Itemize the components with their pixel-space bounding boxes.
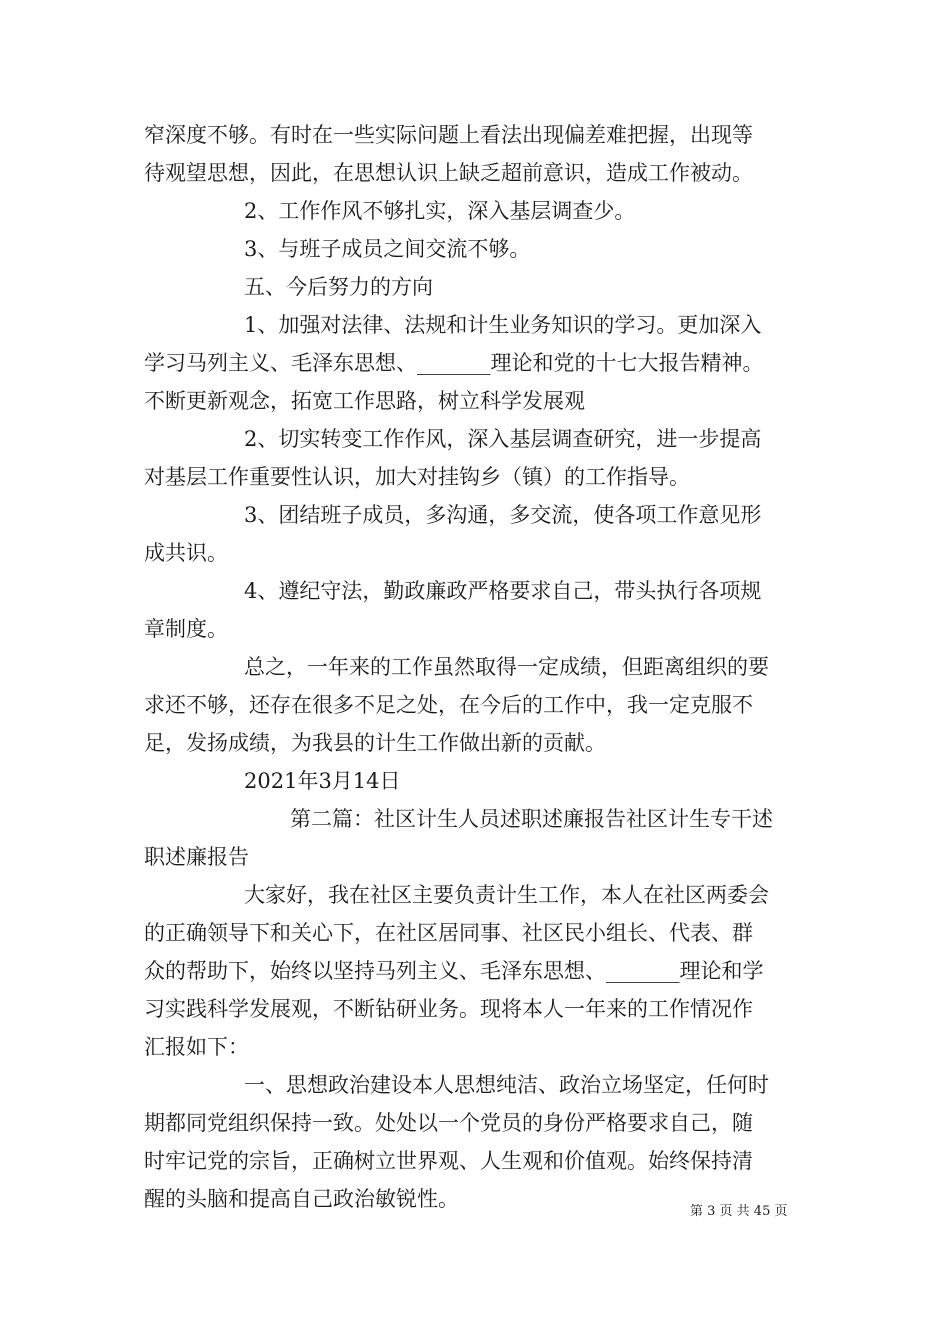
text-line: 足，发扬成绩，为我县的计生工作做出新的贡献。 [144, 731, 606, 755]
text-line: 待观望思想，因此，在思想认识上缺乏超前意识，造成工作被动。 [144, 161, 753, 185]
paragraph-section-1 [144, 1066, 814, 1218]
text-line: 2021年3月14日 [244, 769, 401, 793]
page-number: 第 3 页 共 45 页 [690, 1204, 788, 1219]
text-line: 期都同党组织保持一致。处处以一个党员的身份严格要求自己，随 [144, 1111, 753, 1135]
paragraph-summary [144, 648, 814, 762]
paragraph-continuation [144, 116, 814, 192]
paragraph-item-2 [144, 420, 814, 496]
text-line: 的正确领导下和关心下，在社区居同事、社区民小组长、代表、群 [144, 921, 753, 945]
text-line: 求还不够，还存在很多不足之处，在今后的工作中，我一定克服不 [144, 693, 753, 717]
list-item-2 [144, 192, 814, 230]
list-item-3 [144, 230, 814, 268]
text-line: 时牢记党的宗旨，正确树立世界观、人生观和价值观。始终保持清 [144, 1149, 753, 1173]
paragraph-item-1 [144, 306, 814, 420]
text-line: 一、思想政治建设本人思想纯洁、政治立场坚定，任何时 [244, 1073, 769, 1097]
document-date [144, 762, 814, 800]
text-line: 3、与班子成员之间交流不够。 [244, 237, 531, 261]
section-heading [144, 268, 814, 306]
text-line: 学习马列主义、毛泽东思想、_______理论和党的十七大报告精神。 [144, 351, 764, 375]
text-line: 习实践科学发展观，不断钻研业务。现将本人一年来的工作情况作 [144, 997, 753, 1021]
text-line: 对基层工作重要性认识，加大对挂钩乡（镇）的工作指导。 [144, 465, 690, 489]
text-line: 1、加强对法律、法规和计生业务知识的学习。更加深入 [244, 313, 762, 337]
text-line: 众的帮助下，始终以坚持马列主义、毛泽东思想、_______理论和学 [144, 959, 764, 983]
text-line: 醒的头脑和提高自己政治敏锐性。 [144, 1187, 459, 1211]
text-line: 职述廉报告 [144, 845, 249, 869]
text-line: 2、工作作风不够扎实，深入基层调查少。 [244, 199, 636, 223]
text-line: 汇报如下： [144, 1035, 249, 1059]
text-line: 五、今后努力的方向 [244, 275, 433, 299]
text-line: 成共识。 [144, 541, 228, 565]
paragraph-item-3 [144, 496, 814, 572]
paragraph-intro [144, 876, 814, 1066]
text-line: 2、切实转变工作作风，深入基层调查研究，进一步提高 [244, 427, 762, 451]
paragraph-item-4 [144, 572, 814, 648]
text-line: 大家好，我在社区主要负责计生工作，本人在社区两委会 [244, 883, 769, 907]
text-line: 章制度。 [144, 617, 228, 641]
text-line: 总之，一年来的工作虽然取得一定成绩，但距离组织的要 [244, 655, 769, 679]
text-line: 4、遵纪守法，勤政廉政严格要求自己，带头执行各项规 [244, 579, 762, 603]
chapter-heading [144, 800, 814, 876]
text-line: 窄深度不够。有时在一些实际问题上看法出现偏差难把握，出现等 [144, 123, 753, 147]
text-line: 不断更新观念，拓宽工作思路，树立科学发展观 [144, 389, 585, 413]
text-line: 3、团结班子成员，多沟通，多交流，使各项工作意见形 [244, 503, 762, 527]
document-body [144, 116, 814, 1218]
text-line: 第二篇：社区计生人员述职述廉报告社区计生专干述 [290, 807, 773, 831]
